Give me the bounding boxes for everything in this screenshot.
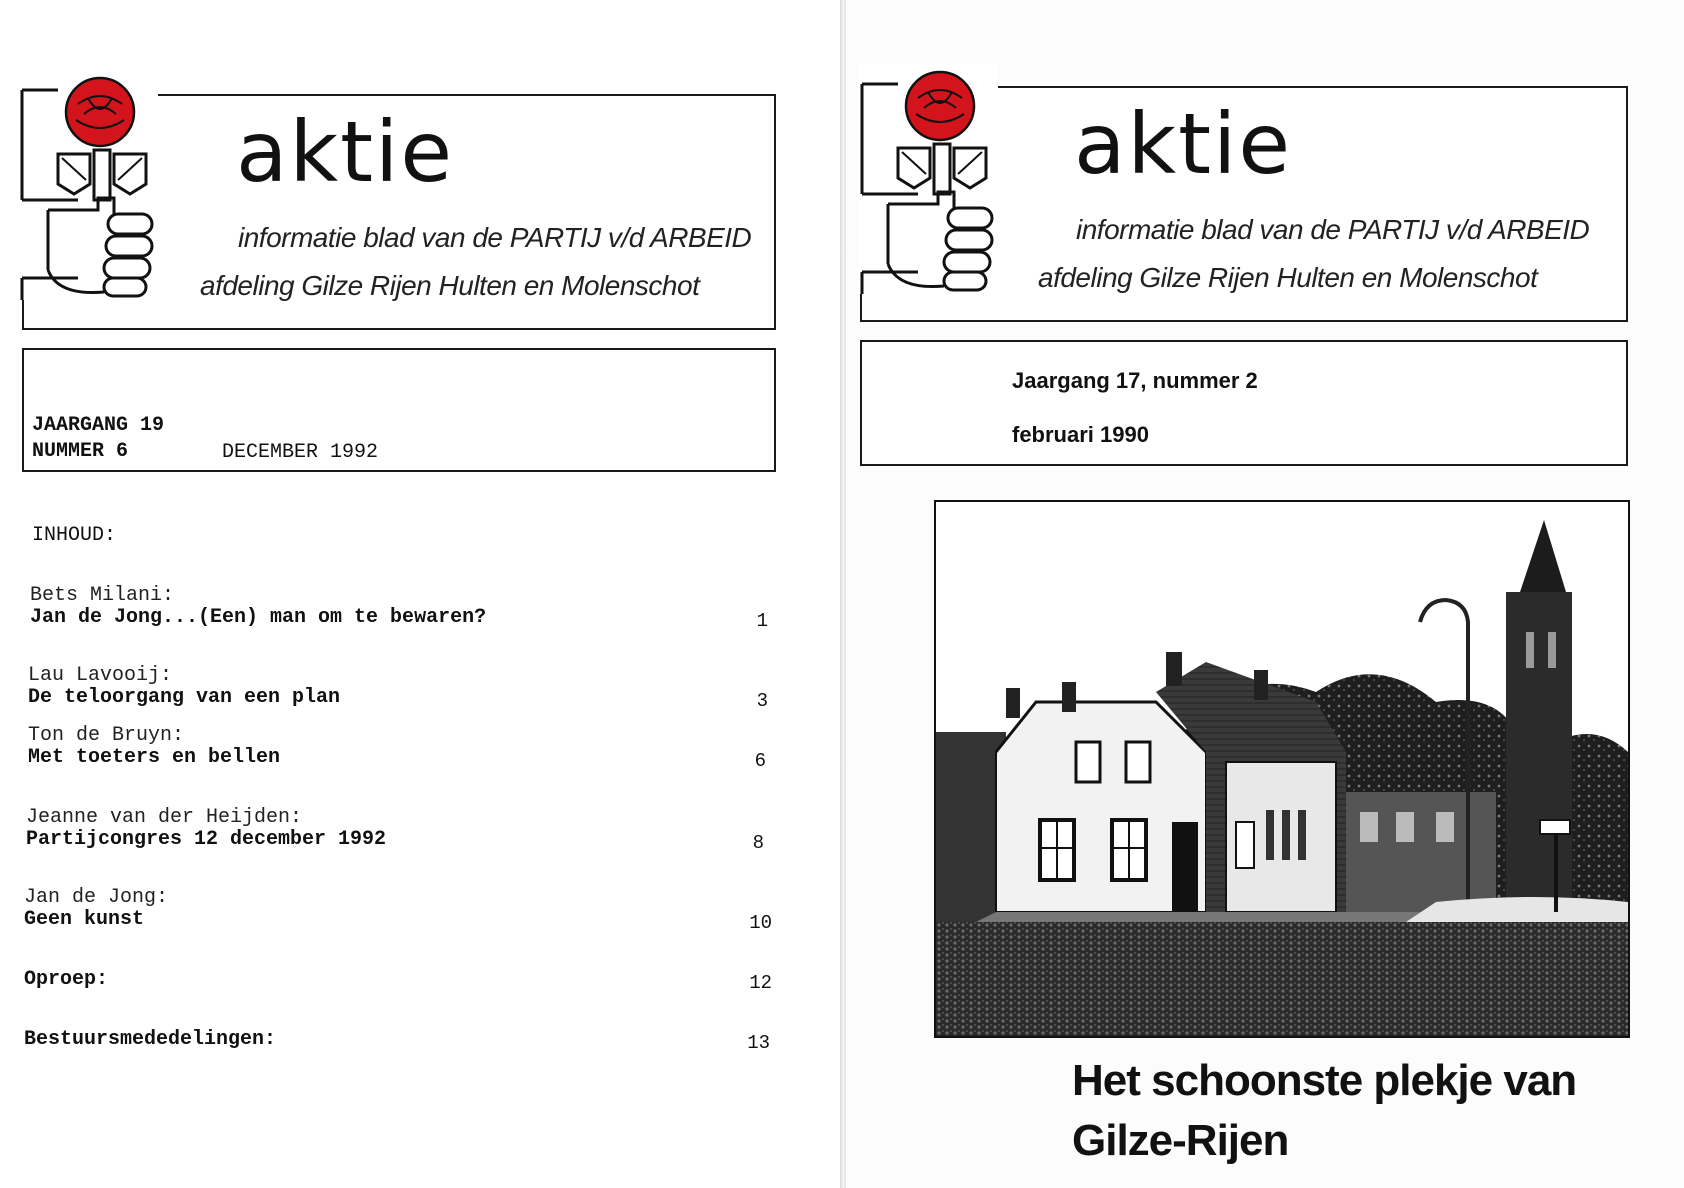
issue-info-box xyxy=(860,340,1628,466)
toc-author: Jeanne van der Heijden: xyxy=(26,806,303,829)
cover-photo xyxy=(934,500,1630,1038)
toc-title: Geen kunst xyxy=(24,908,145,931)
toc-author: Ton de Bruyn: xyxy=(28,724,185,747)
cover-headline-line2: Gilze-Rijen xyxy=(1072,1116,1289,1165)
issue-volume-number: Jaargang 17, nummer 2 xyxy=(1012,368,1258,393)
masthead-branch: afdeling Gilze Rijen Hulten en Molenschot xyxy=(200,270,700,301)
toc-title: Bestuursmededelingen: xyxy=(24,1028,277,1051)
right-cover-page xyxy=(846,0,1684,1188)
toc-author: Bets Milani: xyxy=(30,584,175,607)
toc-author: Lau Lavooij: xyxy=(28,664,173,687)
street-photo-church-icon xyxy=(936,502,1628,1036)
toc-title: Partijcongres 12 december 1992 xyxy=(26,828,387,851)
masthead-tagline: informatie blad van de PARTIJ v/d ARBEID xyxy=(1076,214,1590,245)
issue-info-box xyxy=(22,348,776,472)
left-cover-page xyxy=(0,0,840,1188)
toc-title: Oproep: xyxy=(24,968,109,991)
toc-page-number: 3 xyxy=(756,690,768,712)
toc-page-number: 6 xyxy=(754,750,766,772)
toc-author: Jan de Jong: xyxy=(24,886,169,909)
issue-date: DECEMBER 1992 xyxy=(222,441,379,464)
masthead-branch: afdeling Gilze Rijen Hulten en Molenschot xyxy=(1038,262,1538,293)
toc-title: Jan de Jong...(Een) man om te bewaren? xyxy=(30,606,487,629)
toc-page-number: 13 xyxy=(747,1032,770,1054)
toc-page-number: 10 xyxy=(749,912,772,934)
toc-page-number: 12 xyxy=(749,972,772,994)
toc-title: De teloorgang van een plan xyxy=(28,686,341,709)
rose-in-fist-icon xyxy=(858,64,998,294)
masthead-tagline: informatie blad van de PARTIJ v/d ARBEID xyxy=(238,222,752,253)
cover-headline-line1: Het schoonste plekje van xyxy=(1072,1056,1577,1105)
jaargang-label: JAARGANG 19 xyxy=(32,414,165,437)
toc-title: Met toeters en bellen xyxy=(28,746,281,769)
toc-heading: INHOUD: xyxy=(32,524,117,547)
toc-page-number: 8 xyxy=(752,832,764,854)
nummer-label: NUMMER 6 xyxy=(32,440,129,463)
issue-date: februari 1990 xyxy=(1012,422,1149,447)
masthead-title: aktie xyxy=(236,103,455,201)
toc-page-number: 1 xyxy=(756,610,768,632)
rose-in-fist-icon xyxy=(18,70,158,300)
masthead-title: aktie xyxy=(1074,95,1293,193)
